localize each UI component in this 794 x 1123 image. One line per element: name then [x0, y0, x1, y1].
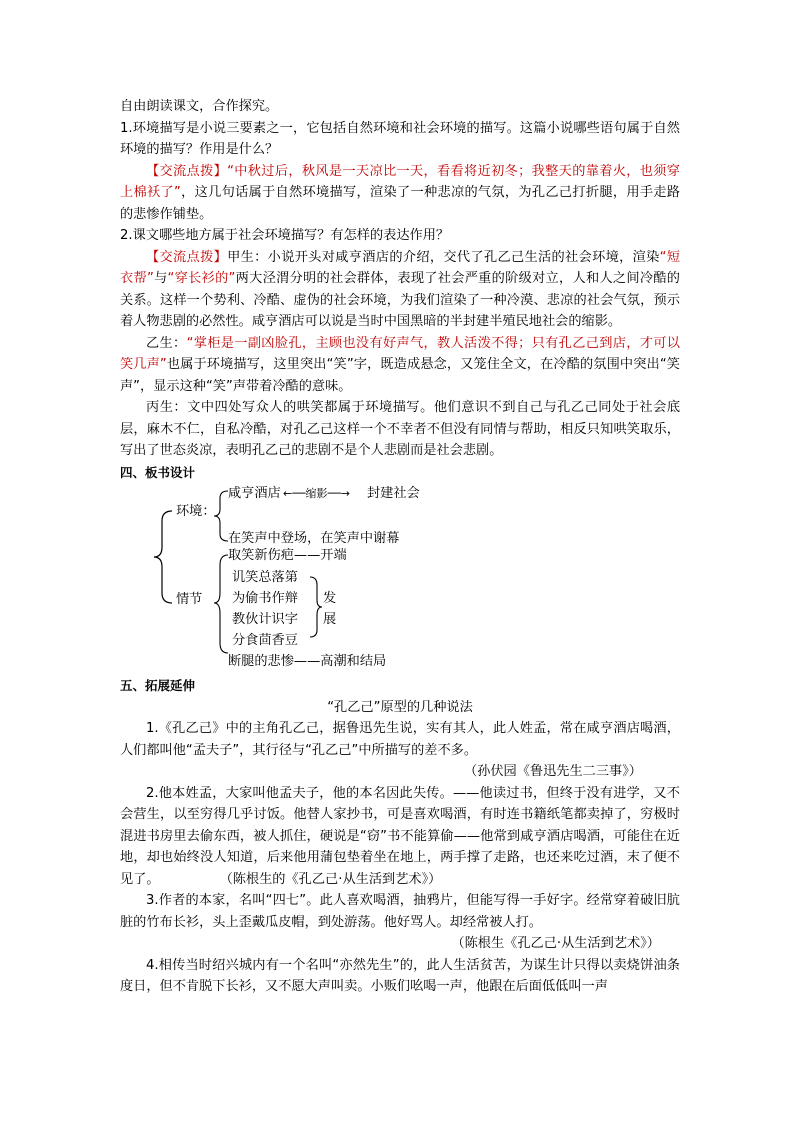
- quote-short-coat: “短衣帮”: [120, 249, 681, 286]
- answer-text: 小说开头对咸亨酒店的介绍，交代了孔乙己生活的社会环境，渲染: [267, 249, 660, 265]
- board-feudal-society: 封建社会: [367, 486, 420, 501]
- board-plot-4: 教伙计识字: [232, 612, 298, 627]
- answer-2-yi: [120, 333, 680, 398]
- board-laughter-line: 在笑声中登场，在笑声中谢幕: [228, 531, 400, 546]
- answer-1-text: ，这几句话属于自然环境描写，渲染了一种悲凉的气氛，为孔乙己打折腿，用手走路的悲惨作铺垫。: [120, 185, 680, 222]
- extension-item-4: 4.相传当时绍兴城内有一个名叫“亦然先生”的，此人生活贫苦，为谋生计只得以卖烧饼油条度日，但不肯脱下长衫，又不愿大声叫卖。小贩们吆喝一声，他跟在后面低低叫一声: [120, 957, 680, 994]
- board-plot-5: 分食茴香豆: [232, 633, 298, 648]
- question-2: 2.课文哪些地方属于社会环境描写？有怎样的表达作用？: [120, 228, 450, 243]
- answer-1: [120, 161, 680, 226]
- extension-source-3: （陈根生《孔乙己·从生活到艺术》）: [451, 936, 660, 951]
- intro-line: 自由朗读课文，合作探究。: [120, 99, 279, 114]
- extension-text: 2.他本姓孟，大家叫他孟夫子，他的本名因此失传。——他读过书，但终于没有进学，又不会营生，以至穷得几乎讨饭。他替人家抄书，可是喜欢喝酒，有时连书籍纸笔都卖掉了，穷极时混进书房里去偷东西，被人抓住，硬说是“窃”书不能算偷——他常到咸亨酒店喝酒，可能住在近地，却也始终没人知道，后来他用蒲包垫着坐在地上，两手撑了走路，也还来吃过酒，末了便不见了。: [120, 785, 680, 887]
- answer-text: 两大泾渭分明的社会群体，表现了社会严重的阶级对立，人和人之间冷酷的关系。这样一个势利、冷酷、虚伪的社会环境，为我们渲染了一种冷漠、悲凉的社会气氛，预示着人物悲剧的必然性。咸亨酒店可以说是当时中国黑暗的半封建半殖民地社会的缩影。: [120, 271, 680, 329]
- extension-item-1: 1.《孔乙己》中的主角孔乙己，据鲁迅先生说，实有其人，此人姓孟，常在咸亨酒店喝酒，人们都叫他“孟夫子”，其行径与“孔乙己”中所描写的差不多。: [120, 721, 680, 758]
- quote-shopkeeper: “掌柜是一副凶脸孔，主顾也没有好声气，教人活泼不得；只有孔乙己到店，才可以笑几声”: [120, 335, 680, 372]
- board-design: [120, 485, 680, 673]
- quote-long-gown: “穿长衫的”: [167, 271, 236, 286]
- answer-2-bing: [120, 397, 680, 462]
- board-environment-label: 环境：: [176, 504, 216, 519]
- board-plot-6: 断腿的悲惨——高潮和结局: [228, 654, 387, 669]
- board-develop-1: 发: [323, 591, 337, 606]
- board-arrow-epitome: ←──缩影──→: [283, 487, 350, 500]
- student-label: 甲生：: [227, 249, 268, 265]
- answer-text: 也属于环境描写，这里突出“笑”字，既造成悬念，又笼住全文，在冷酷的氛围中突出“笑声”，显示这种“笑”声带着冷酷的意味。: [120, 357, 680, 394]
- board-plot-1: 取笑新伤疤——开端: [228, 548, 347, 563]
- answer-text: 文中四处写众人的哄笑都属于环境描写。他们意识不到自己与孔乙己同处于社会底层，麻木不仁，自私冷酷，对孔乙己这样一个不幸者不但没有同情与帮助，相反只知哄笑取乐，写出了世态炎凉，表明孔乙己的悲剧不是个人悲剧而是社会悲剧。: [120, 400, 681, 458]
- student-label: 乙生：: [146, 335, 187, 351]
- board-plot-2: 讥笑总落第: [232, 570, 298, 585]
- board-develop-2: 展: [323, 612, 337, 627]
- extension-source-1: （孙伏园《鲁迅先生二三事》）: [463, 764, 642, 779]
- section-heading-extension: 五、拓展延伸: [120, 678, 196, 693]
- section-heading-board: 四、板书设计: [120, 464, 196, 480]
- document-page: [120, 96, 680, 998]
- student-label: 丙生：: [146, 400, 188, 415]
- question-1: 1.环境描写是小说三要素之一，它包括自然环境和社会环境的描写。这篇小说哪些语句属于自然环境的描写？作用是什么？: [120, 120, 680, 157]
- answer-text: 与: [153, 271, 168, 286]
- board-tavern: 咸亨酒店: [228, 486, 281, 501]
- extension-item-2: [120, 783, 680, 891]
- answer-tag: 【交流点拨】: [146, 249, 228, 265]
- board-plot-3: 为偷书作辩: [232, 591, 298, 606]
- extension-source-2: （陈根生的《孔乙己·从生活到艺术》）: [219, 871, 442, 887]
- answer-tag: 【交流点拨】: [146, 163, 228, 179]
- extension-item-3: 3.作者的本家，名叫“四七”。此人喜欢喝酒，抽鸦片，但能写得一手好字。经常穿着破旧肮脏的竹布长衫，头上歪戴瓜皮帽，到处游荡。他好骂人。却经常被人打。: [120, 893, 680, 930]
- extension-title: “孔乙己”原型的几种说法: [327, 699, 473, 715]
- answer-2-jia: [120, 247, 680, 333]
- nature-quote: “中秋过后，秋风是一天凉比一天，看看将近初冬；我整天的靠着火，也须穿上棉袄了”: [120, 163, 680, 200]
- board-plot-label: 情节: [176, 592, 203, 607]
